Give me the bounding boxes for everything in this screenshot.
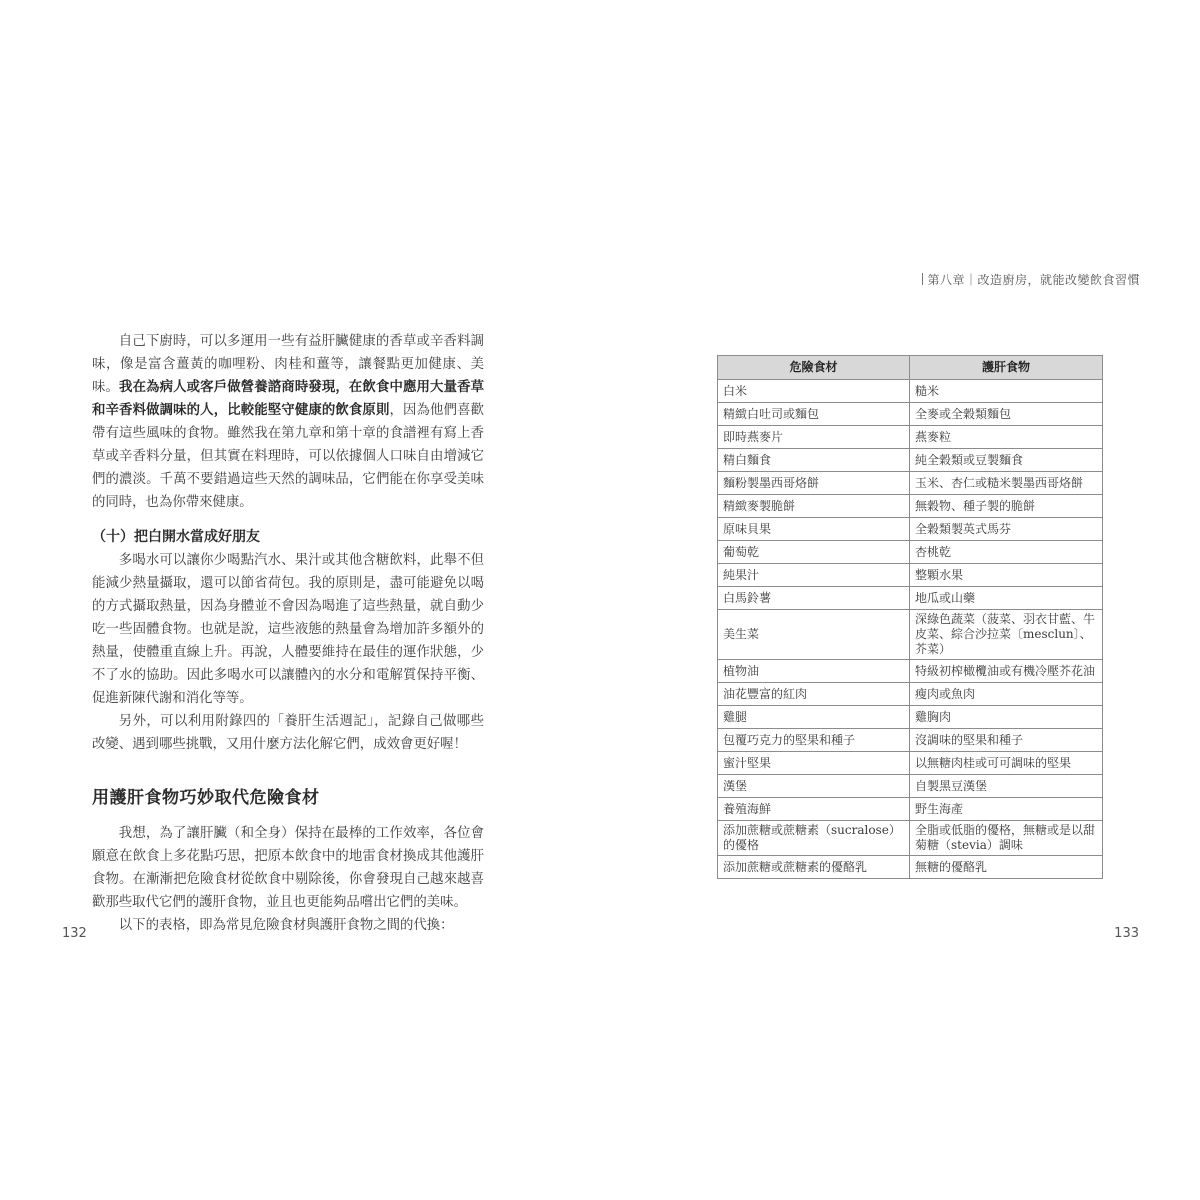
table-cell: 以無糖肉桂或可可調味的堅果 [910,752,1103,775]
table-row [718,683,1103,706]
table-cell: 即時燕麥片 [718,426,910,449]
table-cell: 精緻白吐司或麵包 [718,403,910,426]
table-cell: 蜜汁堅果 [718,752,910,775]
table-row [718,564,1103,587]
table-cell: 養殖海鮮 [718,798,910,821]
table-cell: 白米 [718,380,910,403]
table-cell: 全脂或低脂的優格，無糖或是以甜菊糖（stevia）調味 [910,821,1103,856]
table-cell: 精緻麥製脆餅 [718,495,910,518]
table-cell: 地瓜或山藥 [910,587,1103,610]
table-row [718,472,1103,495]
table-cell: 瘦肉或魚肉 [910,683,1103,706]
table-cell: 包覆巧克力的堅果和種子 [718,729,910,752]
table-cell: 特級初榨橄欖油或有機冷壓芥花油 [910,660,1103,683]
table-header-cell: 危險食材 [718,356,910,380]
table-cell: 雞腿 [718,706,910,729]
table-row [718,541,1103,564]
table-row [718,380,1103,403]
table-cell: 糙米 [910,380,1103,403]
table-cell: 添加蔗糖或蔗糖素的優酪乳 [718,856,910,879]
table-cell: 深綠色蔬菜（菠菜、羽衣甘藍、牛皮菜、綜合沙拉菜〔mesclun〕、芥菜） [910,610,1103,660]
table-row [718,426,1103,449]
running-head-bar [922,273,924,285]
intro-paragraph: 自己下廚時，可以多運用一些有益肝臟健康的香草或辛香料調味，像是富含薑黃的咖哩粉、肉桂和薑等，讓餐點更加健康、美味。我在為病人或客戶做營養諮商時發現，在飲食中應用大量香草和辛香料做調味的人，比較能堅守健康的飲食原則，因為他們喜歡帶有這些風味的食物。雖然我在第九章和第十章的食譜裡有寫上香草或辛香料分量，但其實在料理時，可以依據個人口味自由增減它們的濃淡。千萬不要錯過這些天然的調味品，它們能在你享受美味的同時，也為你帶來健康。 [92,334,485,510]
table-cell: 野生海產 [910,798,1103,821]
table-cell: 植物油 [718,660,910,683]
bold-emphasis: 我在為病人或客戶做營養諮商時發現，在飲食中應用大量香草和辛香料做調味的人，比較能堅守健康的飲食原則 [92,379,485,418]
table-cell: 玉米、杏仁或糙米製墨西哥烙餅 [910,472,1103,495]
table-cell: 純全穀類或豆製麵食 [910,449,1103,472]
table-row [718,660,1103,683]
page-number-left: 132 [62,926,87,941]
table-row [718,821,1103,856]
table-row [718,798,1103,821]
table-cell: 整顆水果 [910,564,1103,587]
table-cell: 精白麵食 [718,449,910,472]
table-row [718,752,1103,775]
table-cell: 全麥或全穀類麵包 [910,403,1103,426]
table-row [718,518,1103,541]
table-row [718,775,1103,798]
table-row [718,706,1103,729]
food-substitution-table [717,355,1103,879]
left-body-text [92,330,484,937]
table-cell: 漢堡 [718,775,910,798]
table-row [718,403,1103,426]
table-row [718,856,1103,879]
table-cell: 添加蔗糖或蔗糖素（sucralose）的優格 [718,821,910,856]
table-cell: 葡萄乾 [718,541,910,564]
table-header-cell: 護肝食物 [910,356,1103,380]
table-cell: 白馬鈴薯 [718,587,910,610]
table-cell: 自製黑豆漢堡 [910,775,1103,798]
table-cell: 燕麥粒 [910,426,1103,449]
section-heading: 用護肝食物巧妙取代危險食材 [92,788,320,808]
section-ten-heading: （十）把白開水當成好朋友 [92,529,260,545]
table-cell: 沒調味的堅果和種子 [910,729,1103,752]
table-cell: 雞胸肉 [910,706,1103,729]
table-row [718,729,1103,752]
body-paragraph: 我想，為了讓肝臟（和全身）保持在最棒的工作效率，各位會願意在飲食上多花點巧思，把原本飲食中的地雷食材換成其他護肝食物。在漸漸把危險食材從飲食中剔除後，你會發現自己越來越喜歡那些取代它們的護肝食物，並且也更能夠品嚐出它們的美味。 [92,826,484,910]
right-page [600,0,1200,1200]
table-cell: 無穀物、種子製的脆餅 [910,495,1103,518]
table-header-row [718,356,1103,380]
table-cell: 美生菜 [718,610,910,660]
table-row [718,587,1103,610]
table-cell: 純果汁 [718,564,910,587]
body-paragraph: 多喝水可以讓你少喝點汽水、果汁或其他含糖飲料，此舉不但能減少熱量攝取，還可以節省荷包。我的原則是，盡可能避免以喝的方式攝取熱量，因為身體並不會因為喝進了這些熱量，就自動少吃一些固體食物。也就是說，這些液態的熱量會為增加許多額外的熱量，使體重直線上升。再說，人體要維持在最佳的運作狀態，少不了水的協助。因此多喝水可以讓體內的水分和電解質保持平衡、促進新陳代謝和消化等等。 [92,553,484,706]
table-cell: 無糖的優酪乳 [910,856,1103,879]
running-head: 第八章｜改造廚房，就能改變飲食習慣 [922,271,1140,288]
table-cell: 油花豐富的紅肉 [718,683,910,706]
table-row [718,610,1103,660]
table-row [718,449,1103,472]
table-cell: 杏桃乾 [910,541,1103,564]
table-cell: 全穀類製英式馬芬 [910,518,1103,541]
table-cell: 麵粉製墨西哥烙餅 [718,472,910,495]
body-paragraph: 另外，可以利用附錄四的「養肝生活週記」，記錄自己做哪些改變、遇到哪些挑戰，又用什麼方法化解它們，成效會更好喔！ [92,714,484,752]
table-row [718,495,1103,518]
body-paragraph: 以下的表格，即為常見危險食材與護肝食物之間的代換： [118,918,454,933]
table-cell: 原味貝果 [718,518,910,541]
page-number-right: 133 [1114,926,1139,941]
